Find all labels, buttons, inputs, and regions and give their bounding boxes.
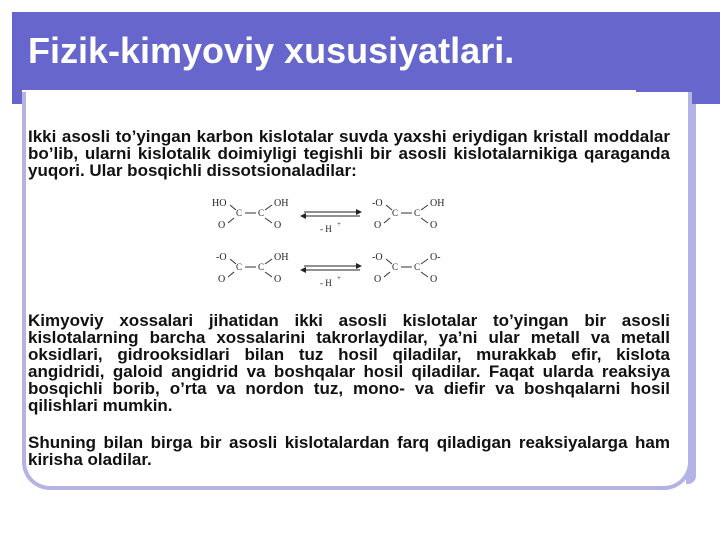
slide-title: Fizik-kimyoviy xususiyatlari. (28, 30, 515, 71)
bond (384, 218, 390, 223)
dissociation-scheme (200, 192, 470, 292)
atom-label: C (392, 208, 399, 218)
arrow-label: - H (320, 278, 332, 288)
bond (228, 218, 234, 223)
atom-label: C (414, 208, 421, 218)
atom-label: O (374, 220, 382, 231)
step2-right-molecule (372, 252, 441, 285)
atom-label: C (414, 262, 421, 272)
bond (384, 272, 390, 277)
bond (228, 272, 234, 277)
atom-label: O- (430, 252, 441, 263)
atom-label: O (430, 220, 438, 231)
atom-label: O (274, 274, 282, 285)
atom-label: O (218, 274, 226, 285)
atom-label: -O (216, 252, 227, 263)
bond (265, 205, 272, 210)
charge-label: + (337, 274, 341, 282)
bond (421, 259, 428, 264)
bond (421, 272, 428, 277)
atom-label: O (374, 274, 382, 285)
bond (421, 205, 428, 210)
atom-label: C (258, 208, 265, 218)
charge-label: + (337, 220, 341, 228)
atom-label: HO (212, 198, 227, 209)
bond (265, 272, 272, 277)
paragraph-special-reactions: Shuning bilan birga bir asosli kislotalardan farq qiladigan reaksiyalarga ham kirisha oladilar. (28, 433, 670, 469)
step1-left-molecule (212, 198, 288, 231)
bond (265, 259, 272, 264)
atom-label: C (392, 262, 399, 272)
atom-label: C (258, 262, 265, 272)
atom-label: O (218, 220, 226, 231)
step2-left-molecule (216, 252, 288, 285)
step1-equilibrium-arrow (300, 209, 362, 234)
step1-right-molecule (372, 198, 444, 231)
atom-label: OH (274, 252, 289, 263)
step2-equilibrium-arrow (300, 263, 362, 288)
paragraph-intro: Ikki asosli to’yingan karbon kislotalar suvda yaxshi eriydigan kristall moddalar bo’lib, ularni kislotalik doimiyligi tegishli bir asosli kislotalarnikiga qaraganda yuqori. Ular bosqichli dissotsionaladilar: (28, 127, 670, 180)
atom-label: -O (372, 252, 383, 263)
atom-label: C (236, 262, 243, 272)
paragraph-chemical-properties: Kimyoviy xossalari jihatidan ikki asosli kislotalar to’yingan bir asosli kislotalarning barcha xossalarini takrorlaydilar, ya’ni ular metall va metall oksidlari, gidrooksidlari bilan tuz hosil qiladilar, murakkab efir, kislota angidridi, galoid angidrid va boshqalar hosil qiladilar. Faqat ularda reaksiya bosqichli borib, o’rta va nordon tuz, mono- va diefir va boshqalarni hosil qilishlari mumkin. (28, 311, 670, 415)
atom-label: C (236, 208, 243, 218)
atom-label: OH (430, 198, 445, 209)
arrow-label: - H (320, 224, 332, 234)
atom-label: -O (372, 198, 383, 209)
bond (265, 218, 272, 223)
atom-label: O (274, 220, 282, 231)
atom-label: OH (274, 198, 289, 209)
atom-label: O (430, 274, 438, 285)
bond (421, 218, 428, 223)
